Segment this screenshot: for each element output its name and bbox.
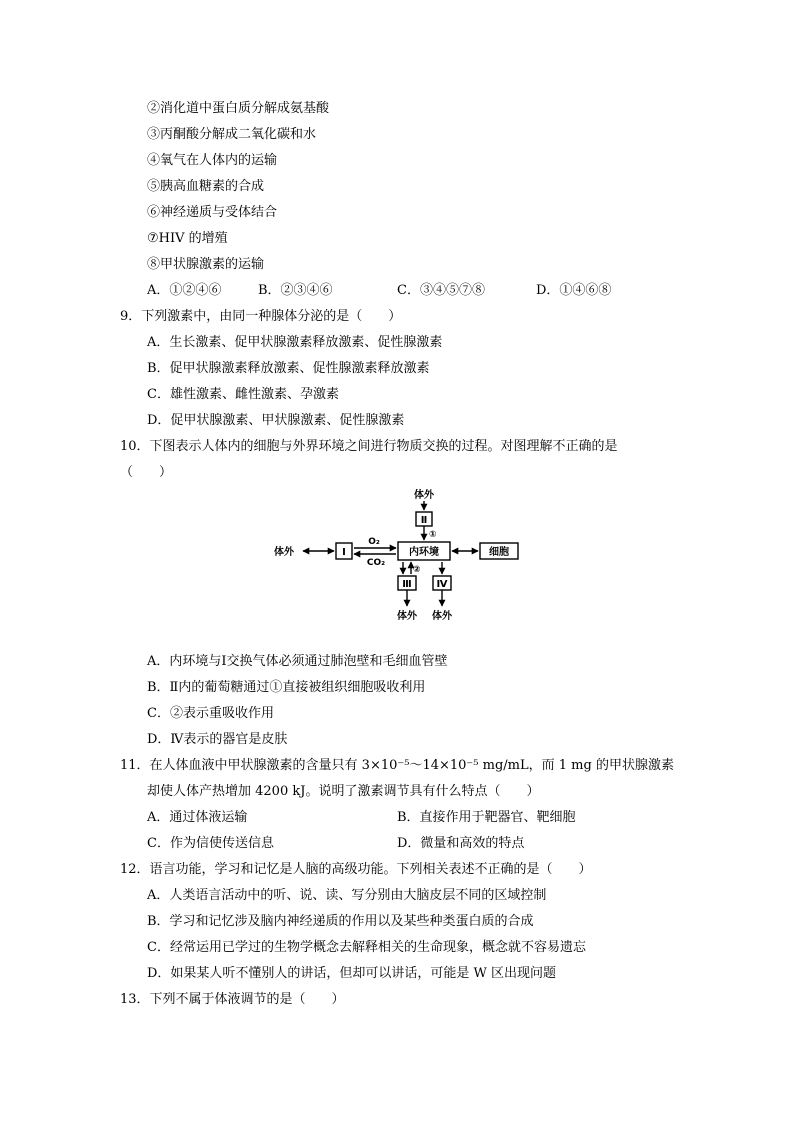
label-outside-top: 体外 [414, 490, 434, 501]
label-box-2: Ⅱ [420, 515, 428, 526]
label-box-1: Ⅰ [342, 547, 346, 558]
q13-stem: 13．下列不属于体液调节的是（ ） [120, 992, 345, 1007]
q9-option-c: C．雄性激素、雌性激素、孕激素 [147, 387, 339, 402]
q11-stem-cont: 却使人体产热增加 4200 kJ。说明了激素调节具有什么特点（ ） [147, 784, 540, 799]
q8-item-8: ⑧甲状腺激素的运输 [147, 257, 265, 272]
label-co2: CO₂ [366, 558, 386, 568]
q12-option-b: B．学习和记忆涉及脑内神经递质的作用以及某些种类蛋白质的合成 [147, 914, 534, 929]
q8-item-3: ③丙酮酸分解成二氧化碳和水 [147, 127, 317, 142]
q12-option-d: D．如果某人听不懂别人的讲话，但却可以讲话，可能是 W 区出现问题 [147, 966, 557, 981]
label-center: 内环境 [409, 547, 439, 558]
q9-stem: 9．下列激素中，由同一种腺体分泌的是（ ） [120, 309, 402, 324]
label-box-3: Ⅲ [402, 579, 412, 590]
q10-stem: 10．下图表示人体内的细胞与外界环境之间进行物质交换的过程。对图理解不正确的是 [120, 439, 618, 454]
q8-option-b: B．②③④⑥ [258, 283, 333, 298]
q9-option-d: D．促甲状腺激素、甲状腺激素、促性腺激素 [147, 413, 405, 428]
label-outside-bottom-1: 体外 [397, 611, 417, 622]
q8-item-7: ⑦HIV 的增殖 [147, 231, 228, 246]
exchange-diagram [270, 485, 530, 625]
q8-item-5: ⑤胰高血糖素的合成 [147, 179, 265, 194]
q12-option-c: C．经常运用已学过的生物学概念去解释相关的生命现象，概念就不容易遗忘 [147, 940, 586, 955]
q10-option-c: C．②表示重吸收作用 [147, 706, 274, 721]
label-o2: O₂ [368, 537, 380, 547]
q12-stem: 12．语言功能，学习和记忆是人脑的高级功能。下列相关表述不正确的是（ ） [120, 862, 592, 877]
label-cell: 细胞 [489, 547, 509, 558]
q8-item-4: ④氧气在人体内的运输 [147, 153, 278, 168]
q11-option-d: D．微量和高效的特点 [397, 836, 525, 851]
q8-item-6: ⑥神经递质与受体结合 [147, 205, 278, 220]
q9-option-a: A．生长激素、促甲状腺激素释放激素、促性腺激素 [147, 335, 443, 350]
q11-option-a: A．通过体液运输 [147, 810, 248, 825]
q8-option-c: C．③④⑤⑦⑧ [397, 283, 485, 298]
q9-option-b: B．促甲状腺激素释放激素、促性腺激素释放激素 [147, 361, 430, 376]
q8-option-a: A．①②④⑥ [147, 283, 222, 298]
q10-stem-paren: （ ） [120, 465, 173, 480]
q8-item-2: ②消化道中蛋白质分解成氨基酸 [147, 101, 330, 116]
q10-option-a: A．内环境与Ⅰ交换气体必须通过肺泡壁和毛细血管壁 [147, 654, 448, 669]
label-box-4: Ⅳ [436, 579, 448, 590]
q11-stem: 11．在人体血液中甲状腺激素的含量只有 3×10⁻⁵～14×10⁻⁵ mg/mL，而 1 mg 的甲状腺激素 [120, 758, 674, 773]
q11-option-c: C．作为信使传送信息 [147, 836, 274, 851]
q10-option-b: B．Ⅱ内的葡萄糖通过①直接被组织细胞吸收利用 [147, 680, 426, 695]
q12-option-a: A．人类语言活动中的听、说、读、写分别由大脑皮层不同的区域控制 [147, 888, 547, 903]
q10-option-d: D．Ⅳ表示的器官是皮肤 [147, 732, 288, 747]
q11-option-b: B．直接作用于靶器官、靶细胞 [397, 810, 576, 825]
label-mark-2: ② [413, 565, 421, 575]
label-outside-bottom-2: 体外 [432, 611, 452, 622]
label-mark-1: ① [429, 530, 437, 540]
label-outside-left: 体外 [274, 547, 294, 558]
q8-option-d: D．①④⑥⑧ [536, 283, 612, 298]
